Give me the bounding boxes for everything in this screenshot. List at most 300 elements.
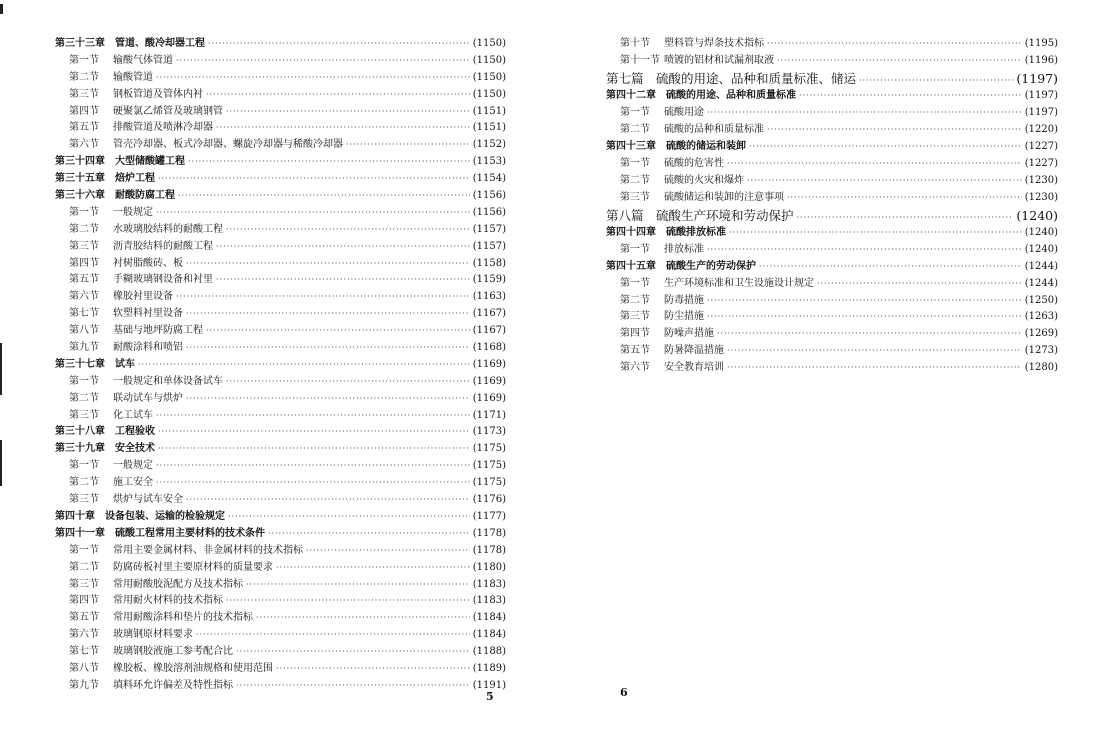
toc-section-label xyxy=(55,374,223,391)
dot-leader xyxy=(727,343,1022,360)
toc-section-label xyxy=(606,309,704,326)
toc-page-ref: (1230) xyxy=(1024,174,1058,186)
toc-page-ref: (1158) xyxy=(472,257,506,269)
toc-section-title: 钢板管道及管体内衬 xyxy=(113,88,203,100)
toc-page-ref: (1169) xyxy=(472,392,506,404)
toc-page-ref: (1151) xyxy=(472,105,506,117)
toc-entry-section xyxy=(55,408,506,425)
toc-chapter-title: 第四十五章 硫酸生产的劳动保护 xyxy=(606,260,756,272)
toc-section-number: 第十一节 xyxy=(620,54,660,66)
toc-section-number: 第五节 xyxy=(69,122,99,134)
toc-section-title: 硫酸的火灾和爆炸 xyxy=(664,174,744,186)
toc-page-ref: (1176) xyxy=(472,494,506,506)
toc-entry-section xyxy=(606,276,1058,293)
toc-section-number: 第四节 xyxy=(69,595,99,607)
dot-leader xyxy=(186,492,470,509)
toc-section-label xyxy=(606,326,714,343)
toc-section-title: 耐酸涂料和喷铝 xyxy=(113,342,183,354)
toc-section-label xyxy=(55,70,153,87)
scan-edge-mark-lower xyxy=(0,440,2,486)
toc-chapter-title: 第三十七章 试车 xyxy=(55,358,135,370)
toc-section-label xyxy=(55,627,193,644)
toc-entry-section xyxy=(55,543,506,560)
toc-section-number: 第六节 xyxy=(69,291,99,303)
scan-edge-mark-top xyxy=(0,4,3,14)
toc-page-ref: (1157) xyxy=(472,240,506,252)
dot-leader xyxy=(186,340,470,357)
toc-entry-section xyxy=(606,173,1058,190)
toc-section-title: 防尘措施 xyxy=(664,311,704,323)
dot-leader xyxy=(346,137,470,154)
toc-entry-chapter xyxy=(55,526,506,543)
toc-section-label xyxy=(55,475,153,492)
toc-section-label xyxy=(55,323,203,340)
toc-section-number: 第十节 xyxy=(620,38,650,49)
toc-entry-section xyxy=(55,306,506,323)
toc-section-number: 第一节 xyxy=(69,544,99,556)
toc-page-ref: (1150) xyxy=(472,38,506,49)
toc-section-label xyxy=(55,408,153,425)
toc-section-label xyxy=(606,190,784,207)
toc-section-label xyxy=(606,242,704,259)
dot-leader xyxy=(727,156,1022,173)
toc-section-title: 联动试车与烘炉 xyxy=(113,392,183,404)
toc-section-title: 常用耐酸涂料和垫片的技术指标 xyxy=(113,612,253,624)
toc-entry-chapter xyxy=(55,509,506,526)
dot-leader xyxy=(226,104,470,121)
toc-section-title: 水玻璃胶结料的耐酸工程 xyxy=(113,223,223,235)
toc-page-ref: (1244) xyxy=(1024,277,1058,289)
toc-entry-section xyxy=(606,190,1058,207)
toc-section-title: 硬聚氯乙烯管及玻璃钢管 xyxy=(113,105,223,117)
toc-section-label xyxy=(606,343,724,360)
toc-section-title: 常用耐酸胶泥配方及技术指标 xyxy=(113,578,243,590)
toc-section-title: 烘炉与试车安全 xyxy=(113,494,183,506)
dot-leader xyxy=(717,326,1022,343)
dot-leader xyxy=(206,87,470,104)
toc-entry-section xyxy=(606,242,1058,259)
toc-page-ref: (1227) xyxy=(1024,157,1058,169)
toc-section-title: 防毒措施 xyxy=(664,294,704,306)
toc-entry-chapter xyxy=(606,259,1058,276)
toc-section-title: 排放标准 xyxy=(664,243,704,255)
toc-entry-section xyxy=(55,70,506,87)
toc-entry-section xyxy=(55,644,506,661)
dot-leader xyxy=(216,120,470,137)
toc-section-label xyxy=(55,661,273,678)
dot-leader xyxy=(276,661,470,678)
toc-page-ref: (1240) xyxy=(1024,243,1058,255)
toc-section-number: 第四节 xyxy=(69,257,99,269)
toc-entry-section xyxy=(55,222,506,239)
toc-page-ref: (1188) xyxy=(472,646,506,658)
toc-page-ref: (1269) xyxy=(1024,328,1058,340)
right-page-toc xyxy=(606,36,1058,377)
toc-section-number: 第三节 xyxy=(620,191,650,203)
toc-entry-section xyxy=(55,340,506,357)
toc-section-label xyxy=(55,104,223,121)
toc-entry-section xyxy=(606,36,1058,53)
toc-section-label xyxy=(55,222,223,239)
toc-section-label xyxy=(55,492,183,509)
toc-section-title: 防腐砖板衬里主要原材料的质量要求 xyxy=(113,561,273,573)
toc-page-ref: (1273) xyxy=(1024,345,1058,357)
dot-leader xyxy=(228,509,470,526)
toc-section-number: 第六节 xyxy=(620,362,650,374)
dot-leader xyxy=(787,190,1022,207)
toc-section-title: 常用主要金属材料、非金属材料的技术指标 xyxy=(113,544,303,556)
toc-entry-section xyxy=(606,326,1058,343)
toc-section-label xyxy=(55,340,183,357)
toc-entry-section xyxy=(55,610,506,627)
toc-section-number: 第一节 xyxy=(620,107,650,119)
toc-section-number: 第二节 xyxy=(69,71,99,83)
toc-section-title: 常用耐火材料的技术指标 xyxy=(113,595,223,607)
toc-section-number: 第一节 xyxy=(620,277,650,289)
toc-section-number: 第一节 xyxy=(620,243,650,255)
toc-entry-section xyxy=(55,475,506,492)
toc-section-title: 一般规定 xyxy=(113,206,153,218)
toc-section-label xyxy=(55,577,243,594)
toc-section-number: 第七节 xyxy=(69,646,99,658)
toc-section-title: 硫酸储运和装卸的注意事项 xyxy=(664,191,784,203)
dot-leader xyxy=(306,543,470,560)
toc-section-label xyxy=(55,53,173,70)
toc-entry-section xyxy=(55,577,506,594)
toc-section-label xyxy=(55,678,233,695)
toc-section-title: 沥青胶结料的耐酸工程 xyxy=(113,240,213,252)
toc-entry-section xyxy=(55,205,506,222)
toc-section-label xyxy=(606,156,724,173)
toc-entry-section xyxy=(606,293,1058,310)
toc-part-title: 第七篇 硫酸的用途、品种和质量标准、储运 xyxy=(606,70,857,86)
toc-section-title: 硫酸的危害性 xyxy=(664,157,724,169)
toc-entry-section xyxy=(606,122,1058,139)
toc-section-label xyxy=(606,53,774,70)
toc-page-ref: (1183) xyxy=(472,595,506,607)
dot-leader xyxy=(236,644,470,661)
toc-entry-part xyxy=(606,70,1058,89)
dot-leader xyxy=(226,222,470,239)
toc-entry-section xyxy=(55,678,506,695)
toc-page-ref: (1230) xyxy=(1024,191,1058,203)
toc-section-number: 第二节 xyxy=(69,477,99,489)
toc-entry-section xyxy=(55,272,506,289)
toc-section-label xyxy=(55,593,223,610)
dot-leader xyxy=(156,205,470,222)
toc-entry-section xyxy=(606,53,1058,70)
toc-page-ref: (1153) xyxy=(472,156,506,168)
dot-leader xyxy=(156,475,470,492)
toc-entry-section xyxy=(55,53,506,70)
toc-page-ref: (1189) xyxy=(472,662,506,674)
toc-section-number: 第三节 xyxy=(69,240,99,252)
scan-edge-mark-middle xyxy=(0,343,2,395)
toc-entry-section xyxy=(606,156,1058,173)
toc-chapter-title: 第四十四章 硫酸排放标准 xyxy=(606,227,726,239)
toc-section-title: 塑料管与焊条技术指标 xyxy=(664,38,764,49)
toc-entry-section xyxy=(55,137,506,154)
toc-section-label xyxy=(55,137,343,154)
toc-section-number: 第三节 xyxy=(69,409,99,421)
toc-section-label xyxy=(55,543,303,560)
dot-leader xyxy=(727,360,1022,377)
toc-page-ref: (1163) xyxy=(472,291,506,303)
dot-leader xyxy=(749,139,1022,156)
toc-section-title: 硫酸用途 xyxy=(664,107,704,119)
toc-section-number: 第八节 xyxy=(69,662,99,674)
dot-leader xyxy=(208,36,470,53)
toc-entry-chapter xyxy=(55,357,506,374)
toc-section-title: 排酸管道及喷淋冷却器 xyxy=(113,122,213,134)
dot-leader xyxy=(276,560,470,577)
toc-section-label xyxy=(55,120,213,137)
dot-leader xyxy=(216,272,470,289)
toc-page-ref: (1175) xyxy=(472,460,506,472)
dot-leader xyxy=(216,239,470,256)
toc-page-ref: (1175) xyxy=(472,443,506,455)
toc-section-label xyxy=(606,36,764,53)
dot-leader xyxy=(246,577,470,594)
toc-section-label xyxy=(55,306,183,323)
dot-leader xyxy=(268,526,470,543)
toc-section-number: 第三节 xyxy=(69,88,99,100)
toc-section-label xyxy=(55,391,183,408)
dot-leader xyxy=(767,36,1022,53)
toc-page-ref: (1184) xyxy=(472,629,506,641)
toc-section-number: 第一节 xyxy=(69,206,99,218)
toc-page-ref: (1195) xyxy=(1024,38,1058,49)
toc-section-number: 第二节 xyxy=(620,124,650,136)
toc-entry-section xyxy=(55,87,506,104)
toc-entry-chapter xyxy=(606,225,1058,242)
toc-entry-chapter xyxy=(55,154,506,171)
toc-section-title: 一般规定和单体设备试车 xyxy=(113,375,223,387)
toc-page-ref: (1169) xyxy=(472,358,506,370)
toc-page-ref: (1175) xyxy=(472,477,506,489)
toc-section-number: 第三节 xyxy=(620,311,650,323)
toc-entry-section xyxy=(55,323,506,340)
toc-entry-section xyxy=(55,391,506,408)
toc-section-label xyxy=(55,87,203,104)
toc-section-label xyxy=(55,458,153,475)
toc-page-ref: (1173) xyxy=(472,426,506,438)
dot-leader xyxy=(176,53,470,70)
toc-entry-chapter xyxy=(606,88,1058,105)
toc-page-ref: (1171) xyxy=(472,409,506,421)
toc-page-ref: (1240) xyxy=(1024,227,1058,239)
toc-section-title: 施工安全 xyxy=(113,477,153,489)
dot-leader xyxy=(156,70,470,87)
dot-leader xyxy=(759,259,1022,276)
toc-entry-chapter xyxy=(55,188,506,205)
dot-leader xyxy=(186,391,470,408)
toc-section-title: 玻璃钢原材料要求 xyxy=(113,629,193,641)
toc-chapter-title: 第四十章 设备包装、运输的检验规定 xyxy=(55,510,225,522)
toc-page-ref: (1159) xyxy=(472,274,506,286)
toc-entry-section xyxy=(55,289,506,306)
toc-page-ref: (1197) xyxy=(1024,90,1058,102)
toc-entry-chapter xyxy=(55,36,506,53)
dot-leader xyxy=(186,306,470,323)
toc-entry-section xyxy=(55,560,506,577)
toc-section-title: 硫酸的品种和质量标准 xyxy=(664,124,764,136)
toc-section-label xyxy=(606,122,764,139)
toc-page-ref: (1183) xyxy=(472,578,506,590)
toc-page-ref: (1227) xyxy=(1024,140,1058,152)
dot-leader xyxy=(158,171,470,188)
dot-leader xyxy=(707,293,1022,310)
toc-entry-section xyxy=(55,239,506,256)
toc-section-label xyxy=(55,256,183,273)
toc-chapter-title: 第三十九章 安全技术 xyxy=(55,443,155,455)
dot-leader xyxy=(707,309,1022,326)
toc-chapter-title: 第三十五章 焙炉工程 xyxy=(55,173,155,185)
toc-entry-chapter xyxy=(55,171,506,188)
toc-page-ref: (1178) xyxy=(472,544,506,556)
toc-section-title: 一般规定 xyxy=(113,460,153,472)
toc-page-ref: (1197) xyxy=(1024,107,1058,119)
toc-section-number: 第六节 xyxy=(69,629,99,641)
toc-section-label xyxy=(606,105,704,122)
toc-section-title: 软塑料衬里设备 xyxy=(113,308,183,320)
toc-section-label xyxy=(55,239,213,256)
toc-page-ref: (1263) xyxy=(1024,311,1058,323)
toc-section-number: 第二节 xyxy=(69,561,99,573)
toc-section-label xyxy=(55,205,153,222)
toc-part-title: 第八篇 硫酸生产环境和劳动保护 xyxy=(606,207,794,223)
toc-section-number: 第一节 xyxy=(69,375,99,387)
toc-page-ref: (1156) xyxy=(472,190,506,202)
toc-entry-section xyxy=(55,120,506,137)
toc-page-ref: (1191) xyxy=(472,679,506,691)
right-page-number: 6 xyxy=(620,686,628,699)
toc-page-ref: (1240) xyxy=(1016,207,1058,223)
dot-leader xyxy=(799,88,1022,105)
toc-entry-chapter xyxy=(55,424,506,441)
toc-section-label xyxy=(55,272,213,289)
toc-section-title: 输酸管道 xyxy=(113,71,153,83)
dot-leader xyxy=(707,242,1022,259)
toc-section-title: 橡胶板、橡胶溶剂油规格和使用范围 xyxy=(113,662,273,674)
toc-section-label xyxy=(606,276,814,293)
toc-entry-section xyxy=(55,458,506,475)
dot-leader xyxy=(817,276,1022,293)
toc-section-number: 第四节 xyxy=(620,328,650,340)
dot-leader xyxy=(186,256,470,273)
toc-page-ref: (1157) xyxy=(472,223,506,235)
toc-section-title: 基础与地坪防腐工程 xyxy=(113,325,203,337)
toc-section-number: 第八节 xyxy=(69,325,99,337)
dot-leader xyxy=(176,289,470,306)
toc-page-ref: (1250) xyxy=(1024,294,1058,306)
toc-entry-section xyxy=(55,661,506,678)
toc-section-number: 第五节 xyxy=(69,612,99,624)
toc-section-number: 第九节 xyxy=(69,342,99,354)
toc-section-number: 第二节 xyxy=(620,174,650,186)
left-page-number: 5 xyxy=(486,690,494,703)
toc-chapter-title: 第三十六章 耐酸防腐工程 xyxy=(55,190,175,202)
toc-section-title: 输酸气体管道 xyxy=(113,54,173,66)
toc-section-title: 防噪声措施 xyxy=(664,328,714,340)
toc-section-title: 管壳冷却器、板式冷却器、螺旋冷却器与稀酸冷却器 xyxy=(113,139,343,151)
toc-entry-chapter xyxy=(606,139,1058,156)
toc-page-ref: (1220) xyxy=(1024,124,1058,136)
toc-section-title: 安全教育培训 xyxy=(664,362,724,374)
toc-section-number: 第一节 xyxy=(69,54,99,66)
toc-chapter-title: 第三十四章 大型储酸罐工程 xyxy=(55,156,185,168)
toc-entry-section xyxy=(55,492,506,509)
dot-leader xyxy=(729,225,1022,242)
toc-section-label xyxy=(55,610,253,627)
toc-section-number: 第一节 xyxy=(69,460,99,472)
toc-page-ref: (1156) xyxy=(472,206,506,218)
dot-leader xyxy=(156,408,470,425)
toc-section-label xyxy=(55,644,233,661)
dot-leader xyxy=(196,627,470,644)
dot-leader xyxy=(138,357,470,374)
toc-page-ref: (1184) xyxy=(472,612,506,624)
toc-entry-section xyxy=(55,256,506,273)
toc-page-ref: (1197) xyxy=(1016,70,1058,86)
toc-section-number: 第九节 xyxy=(69,679,99,691)
toc-section-label xyxy=(55,560,273,577)
toc-entry-section xyxy=(606,105,1058,122)
toc-section-title: 橡胶衬里设备 xyxy=(113,291,173,303)
toc-section-title: 手糊玻璃钢设备和衬里 xyxy=(113,274,213,286)
left-page-toc xyxy=(55,36,506,695)
toc-entry-section xyxy=(606,309,1058,326)
toc-page-ref: (1196) xyxy=(1024,54,1058,66)
toc-page-ref: (1280) xyxy=(1024,362,1058,374)
toc-entry-section xyxy=(55,627,506,644)
toc-chapter-title: 第三十三章 管道、酸冷却器工程 xyxy=(55,38,205,49)
toc-page-ref: (1150) xyxy=(472,71,506,83)
dot-leader xyxy=(226,374,470,391)
toc-section-title: 衬树脂酸砖、板 xyxy=(113,257,183,269)
dot-leader xyxy=(747,173,1022,190)
toc-chapter-title: 第四十三章 硫酸的储运和装卸 xyxy=(606,140,746,152)
dot-leader xyxy=(777,53,1022,70)
dot-leader xyxy=(156,458,470,475)
toc-section-number: 第二节 xyxy=(620,294,650,306)
dot-leader xyxy=(206,323,470,340)
toc-entry-section xyxy=(606,343,1058,360)
toc-section-number: 第三节 xyxy=(69,494,99,506)
toc-page-ref: (1180) xyxy=(472,561,506,573)
toc-section-label xyxy=(606,173,744,190)
toc-entry-section xyxy=(55,374,506,391)
toc-section-number: 第五节 xyxy=(69,274,99,286)
toc-section-title: 防暑降温措施 xyxy=(664,345,724,357)
toc-section-number: 第七节 xyxy=(69,308,99,320)
toc-page-ref: (1177) xyxy=(472,510,506,522)
toc-chapter-title: 第四十二章 硫酸的用途、品种和质量标准 xyxy=(606,90,796,102)
toc-page-ref: (1151) xyxy=(472,122,506,134)
dot-leader xyxy=(256,610,470,627)
toc-section-title: 化工试车 xyxy=(113,409,153,421)
toc-section-title: 喷镀的铝材和试漏剂取液 xyxy=(664,54,774,66)
toc-page-ref: (1154) xyxy=(472,173,506,185)
toc-entry-section xyxy=(55,593,506,610)
toc-page-ref: (1167) xyxy=(472,308,506,320)
toc-section-label xyxy=(55,289,173,306)
toc-chapter-title: 第四十一章 硫酸工程常用主要材料的技术条件 xyxy=(55,527,265,539)
dot-leader xyxy=(178,188,470,205)
toc-page-ref: (1167) xyxy=(472,325,506,337)
toc-entry-part xyxy=(606,207,1058,226)
toc-page-ref: (1169) xyxy=(472,375,506,387)
